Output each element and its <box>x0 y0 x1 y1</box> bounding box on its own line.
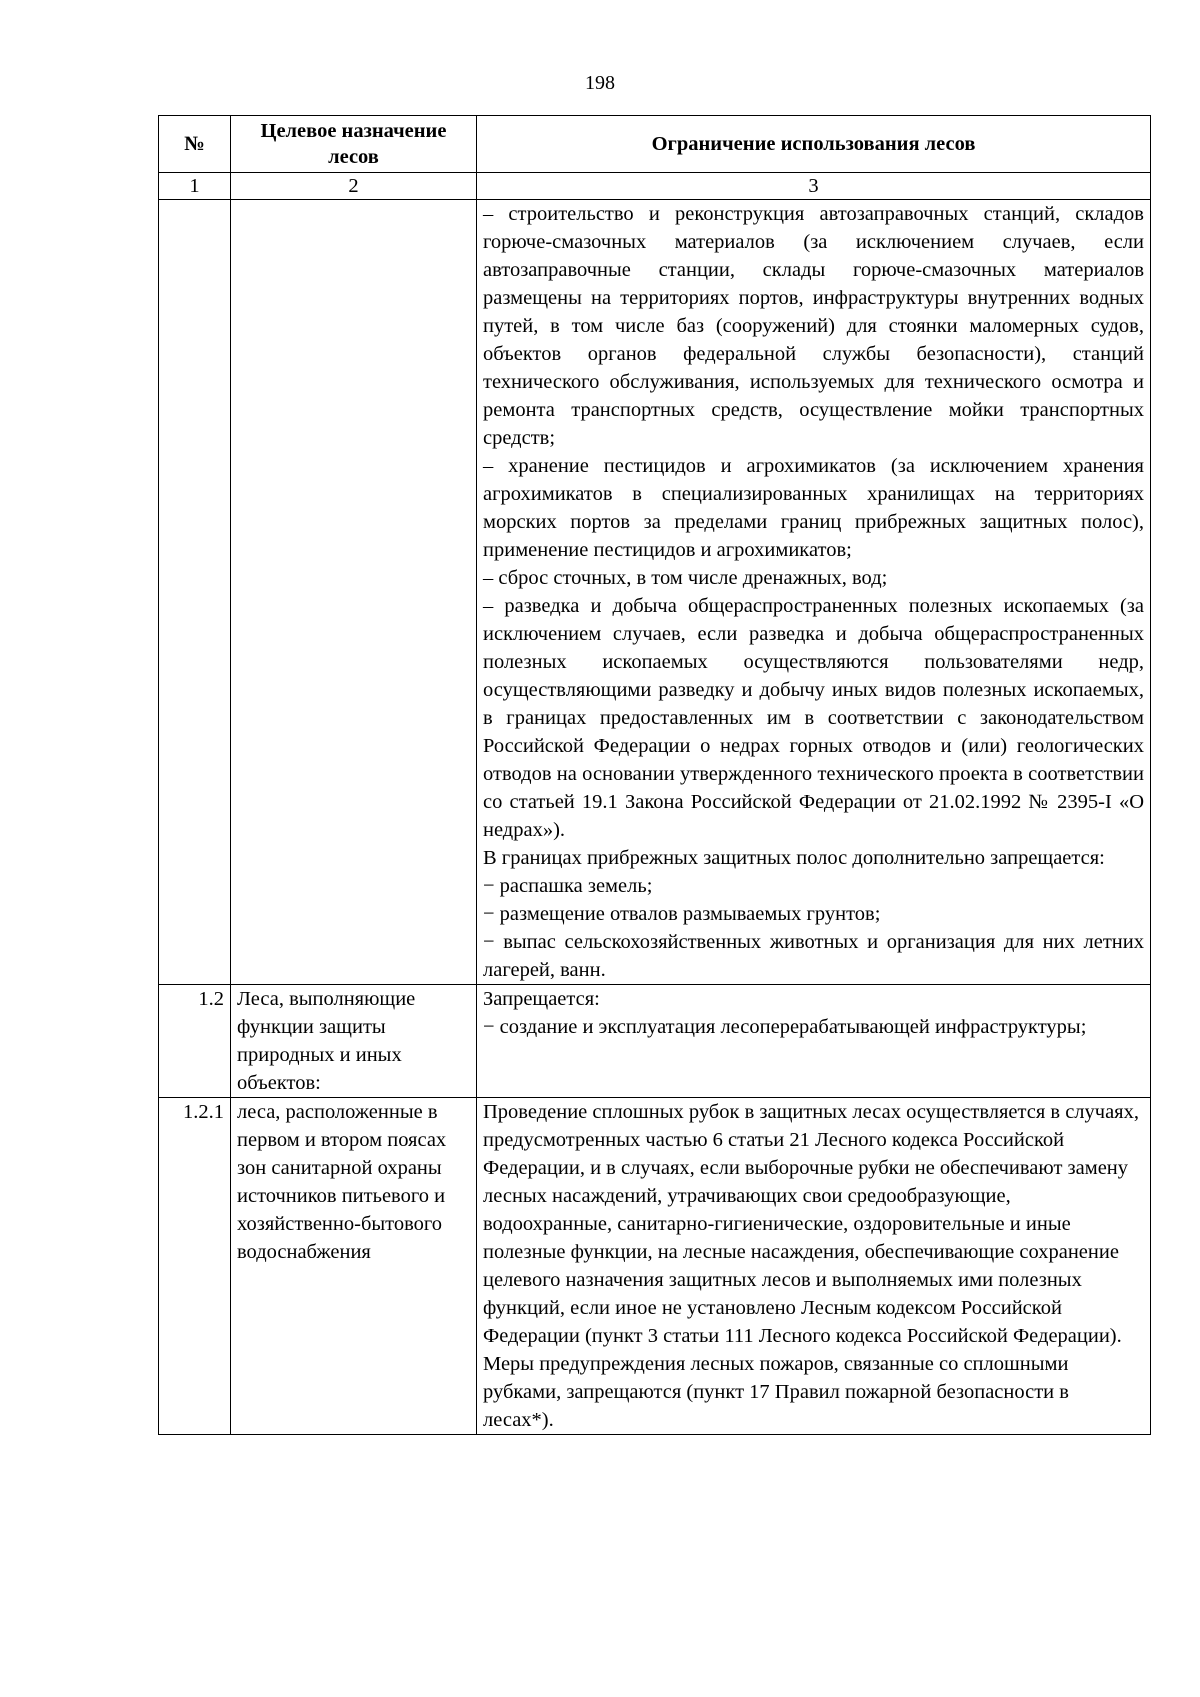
column-numbering-row <box>159 173 1151 200</box>
restriction-item: − распашка земель; <box>483 875 653 897</box>
restriction-item: – строительство и реконструкция автозаправочных станций, складов горюче-смазочных материалов (за исключением случаев, если автозаправочные станции, склады горюче-смазочных материалов размещены на территориях портов, инфраструктуры внутренних водных путей, в том числе баз (сооружений) для стоянки маломерных судов, объектов органов федеральной службы безопасности), станций технического обслуживания, используемых для технического осмотра и ремонта транспортных средств, осуществление мойки транспортных средств; <box>483 203 1144 449</box>
restriction-paragraph: Проведение сплошных рубок в защитных лесах осуществляется в случаях, предусмотренных частью 6 статьи 21 Лесного кодекса Российской Федерации, и в случаях, если выборочные рубки не обеспечивают замену лесных насаждений, утрачивающих свои средообразующие, водоохранные, санитарно-гигиенические, оздоровительные и иные полезные функции, на лесные насаждения, обеспечивающие сохранение целевого назначения защитных лесов и выполняемых ими полезных функций, если иное не установлено Лесным кодексом Российской Федерации (пункт 3 статьи 111 Лесного кодекса Российской Федерации). <box>483 1101 1139 1347</box>
table-header-row <box>159 116 1151 173</box>
restriction-cell <box>477 1098 1151 1435</box>
column-number-2: 2 <box>231 173 477 200</box>
row-number: 1.2 <box>159 985 231 1098</box>
row-purpose-empty <box>231 200 477 985</box>
header-number: № <box>159 116 231 173</box>
restrictions-table <box>158 115 1151 1435</box>
column-number-3: 3 <box>477 173 1151 200</box>
restriction-item: – хранение пестицидов и агрохимикатов (за исключением хранения агрохимикатов в специализированных хранилищах на территориях морских портов за пределами границ прибрежных защитных полос), применение пестицидов и агрохимикатов; <box>483 455 1144 561</box>
restriction-cell <box>477 200 1151 985</box>
restriction-paragraph: Меры предупреждения лесных пожаров, связанные со сплошными рубками, запрещаются (пункт 17 Правил пожарной безопасности в лесах*). <box>483 1353 1069 1431</box>
table-row-1-2 <box>159 985 1151 1098</box>
row-purpose: Леса, выполняющие функции защиты природных и иных объектов: <box>231 985 477 1098</box>
header-restriction: Ограничение использования лесов <box>477 116 1151 173</box>
restriction-line: Запрещается: <box>483 988 600 1010</box>
restriction-line: − создание и эксплуатация лесоперерабатывающей инфраструктуры; <box>483 1016 1087 1038</box>
row-number-empty <box>159 200 231 985</box>
restriction-cell <box>477 985 1151 1098</box>
restriction-item: – сброс сточных, в том числе дренажных, вод; <box>483 567 888 589</box>
table-row-1-2-1 <box>159 1098 1151 1435</box>
row-number: 1.2.1 <box>159 1098 231 1435</box>
table-row-continuation <box>159 200 1151 985</box>
restriction-item: − размещение отвалов размываемых грунтов; <box>483 903 881 925</box>
column-number-1: 1 <box>159 173 231 200</box>
restriction-item: В границах прибрежных защитных полос дополнительно запрещается: <box>483 847 1105 869</box>
restriction-item: – разведка и добыча общераспространенных полезных ископаемых (за исключением случаев, если разведка и добыча общераспространенных полезных ископаемых осуществляются пользователями недр, осуществляющими разведку и добычу иных видов полезных ископаемых, в границах предоставленных им в соответствии с законодательством Российской Федерации о недрах горных отводов и (или) геологических отводов на основании утвержденного технического проекта в соответствии со статьей 19.1 Закона Российской Федерации от 21.02.1992 № 2395-I «О недрах»). <box>483 595 1144 841</box>
restriction-item: − выпас сельскохозяйственных животных и организация для них летних лагерей, ванн. <box>483 931 1144 981</box>
header-purpose: Целевое назначение лесов <box>231 116 477 173</box>
row-purpose: леса, расположенные в первом и втором поясах зон санитарной охраны источников питьевого и хозяйственно-бытового водоснабжения <box>231 1098 477 1435</box>
page-number: 198 <box>585 72 615 94</box>
